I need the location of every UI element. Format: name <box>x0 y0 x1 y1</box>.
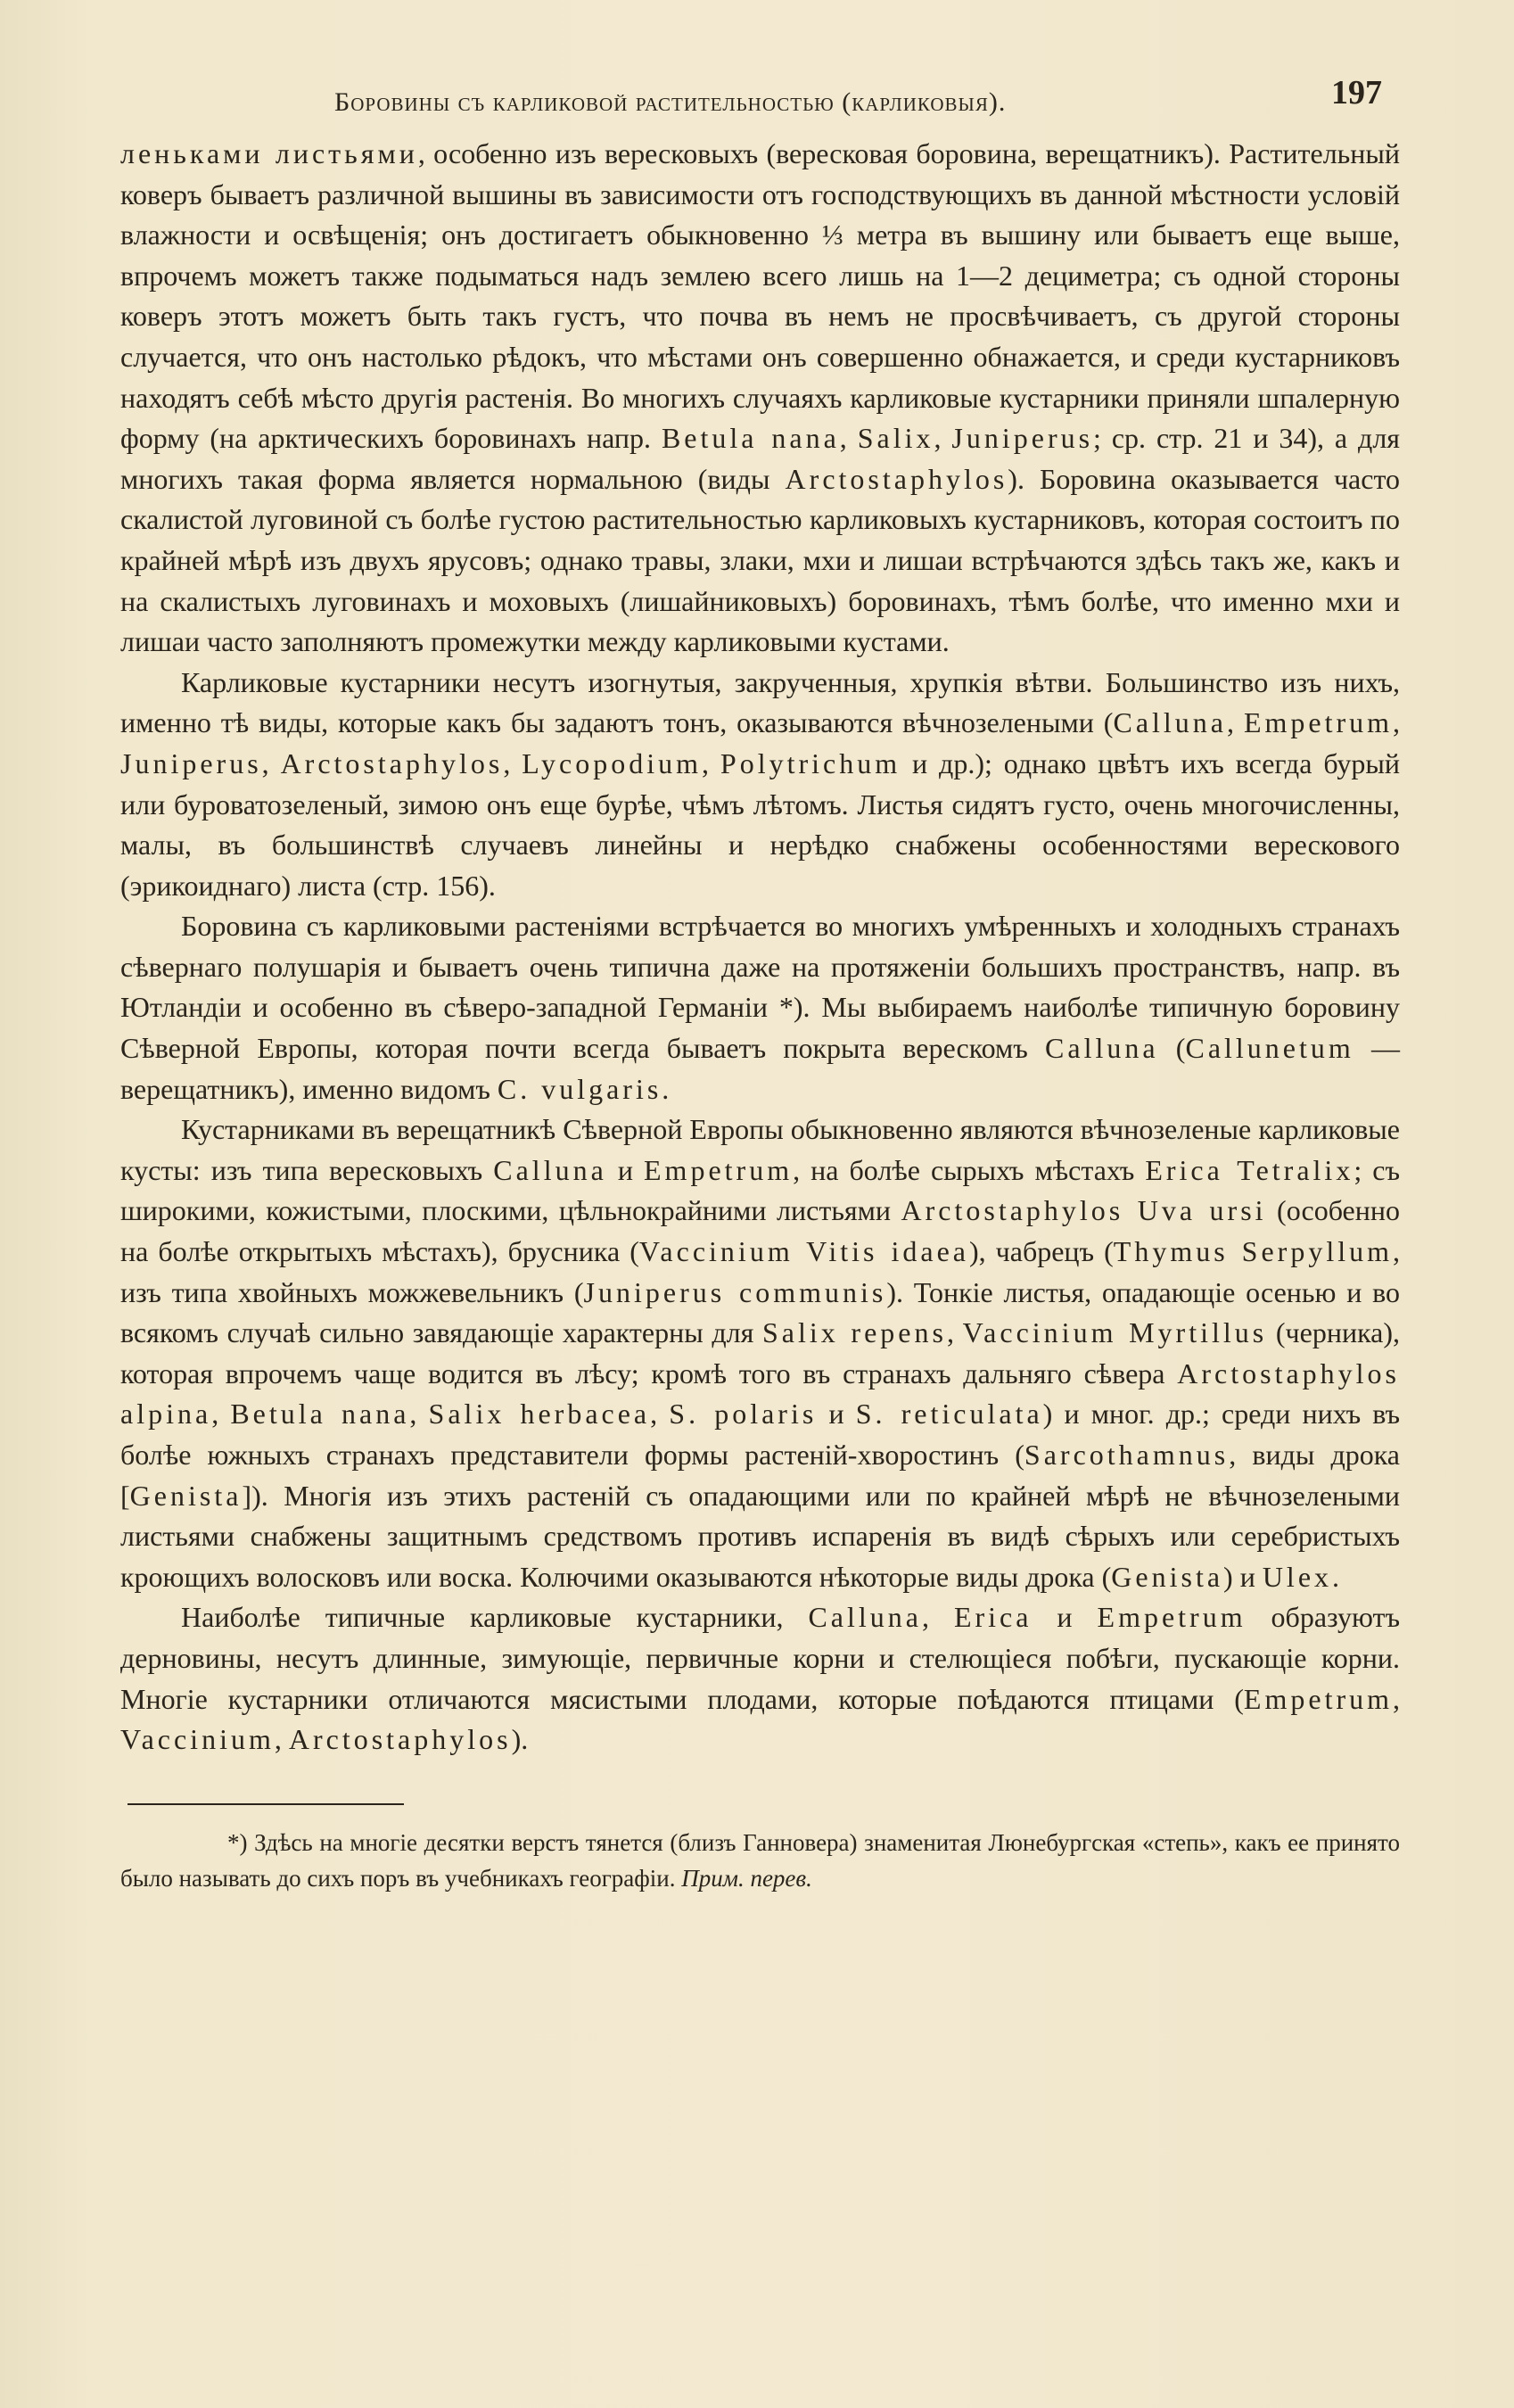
latin-term: Erica <box>953 1601 1033 1634</box>
text-run: , виды дрока [ <box>120 1439 1401 1512</box>
text-run: , изъ типа хвойныхъ можжевельникъ ( <box>120 1235 1400 1308</box>
latin-term: Arctostaphylos alpina <box>120 1357 1400 1431</box>
text-run: , <box>934 422 952 455</box>
latin-term: S. reticulata <box>855 1398 1043 1431</box>
paragraph-5 <box>120 1597 1400 1760</box>
text-run: , <box>261 746 281 779</box>
latin-term: Arctostaphylos <box>288 1723 512 1756</box>
text-run: образуютъ дерновины, несутъ длинные, зимующіе, первичные корни и стелющіеся побѣги, пускающіе корни. Многіе кустарники отличаются мясистыми плодами, которые поѣдаются птицами ( <box>120 1601 1401 1715</box>
latin-term: Betula nana <box>661 422 840 455</box>
text-run: и др.); однако цвѣтъ ихъ всегда бурый или буроватозеленый, зимою онъ еще бурѣе, чѣмъ лѣтомъ. Листья сидятъ густо, очень многочисленны, малы, въ большинствѣ случаевъ линейны и нерѣдко снабжены особенностями верескового (эрикоиднаго) листа (стр. 156). <box>120 746 1401 902</box>
text-run: , <box>946 1316 963 1349</box>
text-run: , <box>409 1398 429 1431</box>
paragraph-1 <box>120 134 1400 663</box>
text-run: ). Боровина оказывается часто скалистой луговиной съ болѣе густою растительностью карликовыхъ кустарниковъ, которая состоитъ по крайней мѣрѣ изъ двухъ ярусовъ; однако травы, злаки, мхи и лишаи встрѣчаются здѣсь такъ же, какъ и на скалистыхъ луговинахъ и моховыхъ (лишайниковыхъ) боровинахъ, тѣмъ болѣе, что именно мхи и лишаи часто заполняютъ промежутки между карликовыми кустами. <box>120 462 1401 658</box>
text-run: ) и мног. др.; среди нихъ въ болѣе южныхъ странахъ представители формы растеній-хворостинъ ( <box>120 1398 1401 1471</box>
footnote <box>120 1825 1400 1896</box>
text-run: , <box>1227 706 1244 739</box>
text-run: , <box>211 1398 231 1431</box>
text-run: — верещатникъ), именно видомъ <box>120 1032 1401 1105</box>
text-run: , <box>701 746 720 779</box>
text-run: , особенно изъ вересковыхъ (вересковая боровина, верещатникъ). Растительный коверъ бываетъ различной вышины въ зависимости отъ господствующихъ въ данной мѣстности условій влажности и освѣщенія; онъ достигаетъ обыкновенно ⅓ метра въ вышину или бываетъ еще выше, впрочемъ можетъ также подыматься надъ землею всего лишь на 1—2 дециметра; съ одной стороны коверъ этотъ можетъ быть такъ густъ, что почва въ немъ не просвѣчиваетъ, съ другой стороны случается, что онъ настолько рѣдокъ, что мѣстами онъ совершенно обнажается, и среди кустарниковъ находятъ себѣ мѣсто другія растенія. Во многихъ случаяхъ карликовые кустарники приняли шпалерную форму (на арктическихъ боровинахъ напр. <box>120 137 1401 455</box>
latin-term: Betula nana <box>230 1398 410 1431</box>
text-run: и <box>606 1153 644 1186</box>
latin-term: Vaccinium Vitis idaea <box>638 1235 969 1268</box>
text-run: (особенно на болѣе открытыхъ мѣстахъ), брусника ( <box>120 1194 1401 1268</box>
latin-term: Genista <box>129 1479 243 1512</box>
text-run: ( <box>1158 1032 1186 1065</box>
latin-term: Sarcothamnus <box>1024 1439 1230 1471</box>
text-run: , <box>921 1601 954 1634</box>
latin-term: леньками листьями <box>120 137 418 169</box>
text-run: ). Тонкіе листья, опадающіе осенью и во всякомъ случаѣ сильно завядающіе характерны для <box>120 1275 1401 1349</box>
text-run: , на болѣе сырыхъ мѣстахъ <box>793 1153 1146 1186</box>
text-run: и <box>1032 1601 1098 1634</box>
latin-term: C. vulgaris <box>497 1072 662 1105</box>
latin-term: Empetrum <box>1243 1682 1393 1715</box>
latin-term: Arctostaphylos Uva ursi <box>901 1194 1267 1227</box>
body-text <box>120 134 1400 1761</box>
latin-term: Arctostaphylos <box>785 462 1008 495</box>
footnote-rule <box>128 1803 404 1805</box>
text-run: . <box>662 1072 670 1105</box>
text-run: ) и <box>1223 1560 1263 1593</box>
footnote-text: *) Здѣсь на многіе десятки верстъ тянется (близъ Ганновера) знаменитая Люнебургская «степь», какъ ее принято было называть до сихъ поръ въ учебникахъ географіи. <box>120 1828 1400 1892</box>
paragraph-2 <box>120 663 1400 907</box>
text-run: , <box>1393 706 1401 739</box>
latin-term: Polytrichum <box>720 746 901 779</box>
running-head <box>120 54 1400 116</box>
latin-term: Juniperus communis <box>583 1275 887 1308</box>
paragraph-3 <box>120 906 1400 1109</box>
text-run: ). <box>511 1723 529 1756</box>
latin-term: Genista <box>1111 1560 1224 1593</box>
text-run: , <box>503 746 522 779</box>
text-run: Карликовые кустарники несутъ изогнутыя, закрученныя, хрупкія вѣтви. Большинство изъ нихъ, именно тѣ виды, которые какъ бы задаютъ тонъ, оказываются вѣчнозелеными ( <box>120 665 1400 739</box>
latin-term: Calluna <box>1045 1032 1159 1065</box>
text-run: ), чабрецъ ( <box>968 1235 1114 1268</box>
paragraph-4 <box>120 1109 1400 1597</box>
latin-term: Lycopodium <box>522 746 702 779</box>
text-run: . <box>1332 1560 1340 1593</box>
text-run: Кустарниками въ верещатникѣ Сѣверной Европы обыкновенно являются вѣчнозеленые карликовые кусты: изъ типа вересковыхъ <box>120 1113 1400 1186</box>
latin-term: Salix <box>857 422 934 455</box>
text-run: Боровина съ карликовыми растеніями встрѣчается во многихъ умѣренныхъ и холодныхъ странахъ сѣвернаго полушарія и бываетъ очень типична даже на протяженіи большихъ пространствъ, напр. въ Ютландіи и особенно въ сѣверо-западной Германіи *). Мы выбираемъ наиболѣе типичную боровину Сѣверной Европы, которая почти всегда бываетъ покрыта верескомъ <box>120 910 1400 1065</box>
text-run: ; съ широкими, кожистыми, плоскими, цѣльнокрайними листьями <box>120 1153 1401 1227</box>
text-run: и <box>817 1398 856 1431</box>
latin-term: Calluna <box>808 1601 922 1634</box>
latin-term: Arctostaphylos <box>280 746 504 779</box>
latin-term: Empetrum <box>644 1153 794 1186</box>
latin-term: Empetrum <box>1243 706 1394 739</box>
text-run: ]). Многія изъ этихъ растеній съ опадающими или по крайней мѣрѣ не вѣчнозелеными листьями снабжены защитнымъ средствомъ противъ испаренія въ видѣ сѣрыхъ или серебристыхъ кроющихъ волосковъ или воска. Колючими оказываются нѣкоторые виды дрока ( <box>120 1479 1400 1593</box>
text-run: ; ср. стр. 21 и 34), а для многихъ такая форма является нормальною (виды <box>120 422 1401 495</box>
text-run: , <box>650 1398 670 1431</box>
latin-term: Vaccinium <box>120 1723 275 1756</box>
text-run: , <box>274 1723 289 1756</box>
text-run: , <box>839 422 858 455</box>
latin-term: Salix repens <box>762 1316 947 1349</box>
latin-term: Empetrum <box>1097 1601 1247 1634</box>
latin-term: Juniperus <box>951 422 1094 455</box>
latin-term: Callunetum <box>1185 1032 1354 1065</box>
latin-term: Calluna <box>493 1153 607 1186</box>
latin-term: Calluna <box>1113 706 1227 739</box>
latin-term: Erica Tetralix <box>1145 1153 1354 1186</box>
latin-term: Salix herbacea <box>428 1398 651 1431</box>
latin-term: Vaccinium Myrtillus <box>962 1316 1268 1349</box>
latin-term: Thymus Serpyllum <box>1113 1235 1393 1268</box>
running-title: Боровины съ карликовой растительностью (карликовыя). <box>334 87 1007 117</box>
text-run: (черника), которая впрочемъ чаще водится въ лѣсу; кромѣ того въ странахъ дальняго сѣвера <box>120 1316 1401 1390</box>
translator-note: Прим. перев. <box>681 1864 812 1892</box>
latin-term: Juniperus <box>120 746 262 779</box>
page-number: 197 <box>1331 74 1382 111</box>
latin-term: Ulex <box>1262 1560 1333 1593</box>
text-run: Наиболѣе типичные карликовые кустарники, <box>181 1601 809 1634</box>
latin-term: S. polaris <box>669 1398 818 1431</box>
text-run: , <box>1393 1682 1400 1715</box>
